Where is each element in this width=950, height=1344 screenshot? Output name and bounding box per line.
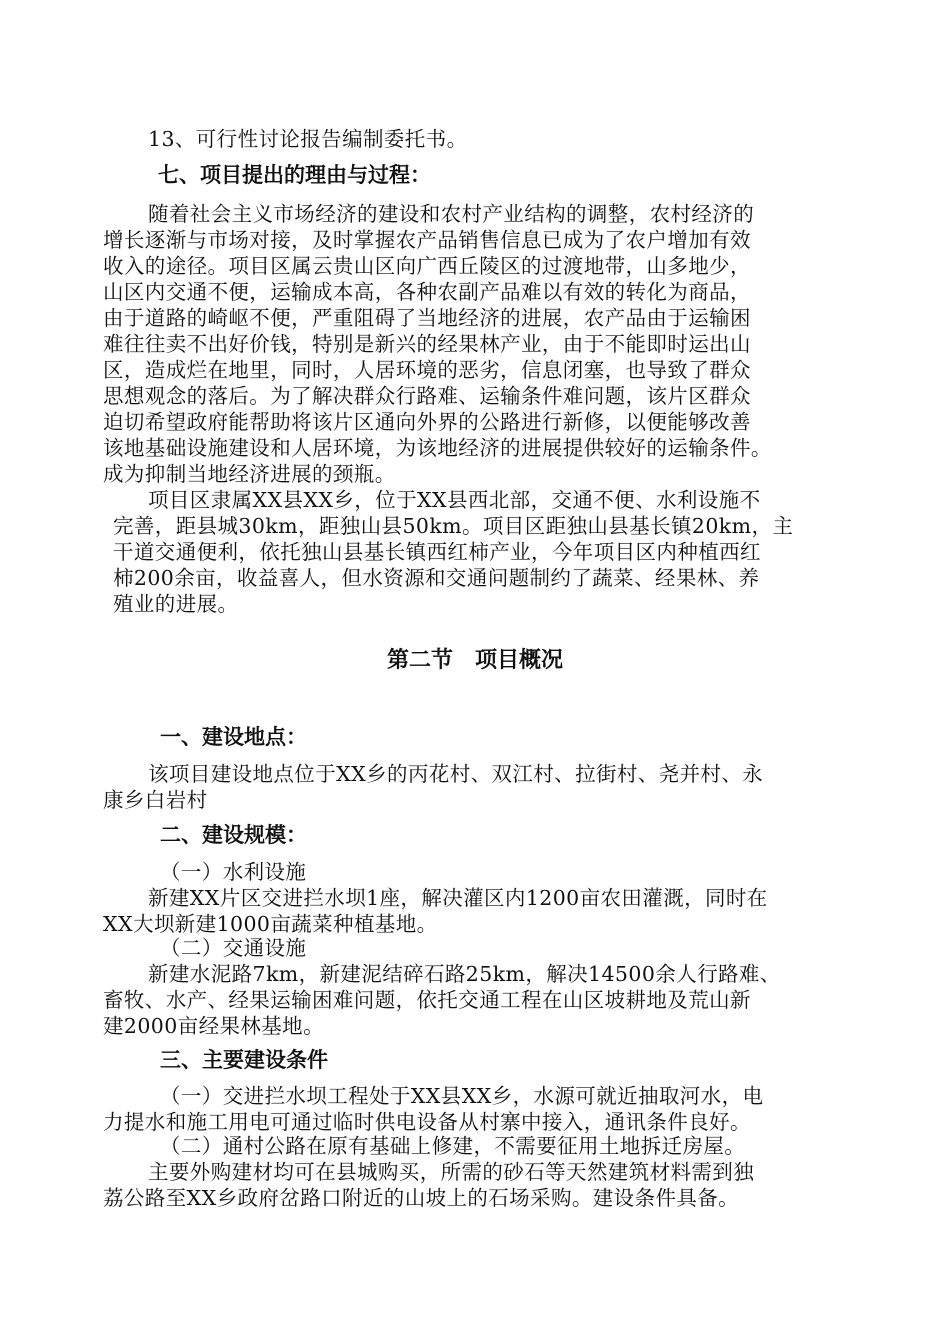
- paragraph-line: 荔公路至XX乡政府岔路口附近的山坡上的石场采购。建设条件具备。: [103, 1186, 740, 1210]
- list-item-13: 13、可行性讨论报告编制委托书。: [148, 127, 468, 151]
- paragraph-line: 康乡白岩村: [103, 788, 208, 812]
- paragraph-line: 难往往卖不出好价钱，特别是新兴的经果林产业，由于不能即时运出山: [103, 332, 751, 356]
- paragraph-line: 柿200余亩，收益喜人，但水资源和交通问题制约了蔬菜、经果林、养: [113, 566, 760, 590]
- paragraph-line: 力提水和施工用电可通过临时供电设备从村寨中接入，通讯条件良好。: [103, 1110, 751, 1134]
- paragraph-line: 山区内交通不便，运输成本高，各种农副产品难以有效的转化为商品，: [103, 280, 751, 304]
- paragraph-line: 畜牧、水产、经果运输困难问题，依托交通工程在山区坡耕地及荒山新: [103, 988, 751, 1012]
- paragraph-line: 迫切希望政府能帮助将该片区通向外界的公路进行新修，以便能够改善: [103, 410, 751, 434]
- paragraph-line: 由于道路的崎岖不便，严重阻碍了当地经济的进展，农产品由于运输困: [103, 306, 751, 330]
- subsection-heading: （二）交通设施: [160, 936, 307, 960]
- paragraph-line: 项目区隶属XX县XX乡，位于XX县西北部，交通不便、水利设施不: [148, 488, 761, 512]
- section-heading-1: 一、建设地点：: [160, 725, 307, 749]
- section-heading-3: 三、主要建设条件: [160, 1048, 328, 1072]
- paragraph-line: 该项目建设地点位于XX乡的丙花村、双江村、拉街村、尧并村、永: [148, 762, 764, 786]
- paragraph-line: 殖业的进展。: [113, 592, 239, 616]
- paragraph-line: （一）交进拦水坝工程处于XX县XX乡，水源可就近抽取河水，电: [160, 1084, 764, 1108]
- section-heading-2: 二、建设规模：: [160, 823, 307, 847]
- paragraph-line: 思想观念的落后。为了解决群众行路难、运输条件难问题，该片区群众: [103, 384, 751, 408]
- paragraph-line: 增长逐渐与市场对接，及时掌握农产品销售信息已成为了农户增加有效: [103, 228, 751, 252]
- paragraph-line: 建2000亩经果林基地。: [103, 1014, 324, 1038]
- paragraph-line: 收入的途径。项目区属云贵山区向广西丘陵区的过渡地带，山多地少，: [103, 254, 751, 278]
- subsection-heading: （一）水利设施: [160, 860, 307, 884]
- section-title: 第二节 项目概况: [386, 648, 563, 673]
- paragraph-line: 完善，距县城30km，距独山县50km。项目区距独山县基长镇20km，主: [113, 514, 794, 538]
- paragraph-line: 区，造成烂在地里，同时，人居环境的恶劣，信息闭塞，也导致了群众: [103, 358, 751, 382]
- paragraph-line: XX大坝新建1000亩蔬菜种植基地。: [103, 912, 438, 936]
- paragraph-line: （二）通村公路在原有基础上修建，不需要征用土地拆迁房屋。: [160, 1134, 746, 1158]
- paragraph-line: 成为抑制当地经济进展的颈瓶。: [103, 462, 396, 486]
- paragraph-line: 随着社会主义市场经济的建设和农村产业结构的调整，农村经济的: [148, 202, 755, 226]
- section-heading-7: 七、项目提出的理由与过程：: [158, 163, 431, 187]
- paragraph-line: 新建XX片区交进拦水坝1座，解决灌区内1200亩农田灌溉，同时在: [148, 886, 768, 910]
- paragraph-line: 新建水泥路7km，新建泥结碎石路25km，解决14500余人行路难、: [148, 962, 781, 986]
- paragraph-line: 干道交通便利，依托独山县基长镇西红柿产业，今年项目区内种植西红: [113, 540, 761, 564]
- paragraph-line: 主要外购建材均可在县城购买，所需的砂石等天然建筑材料需到独: [148, 1160, 755, 1184]
- paragraph-line: 该地基础设施建设和人居环境，为该地经济的进展提供较好的运输条件。: [103, 436, 772, 460]
